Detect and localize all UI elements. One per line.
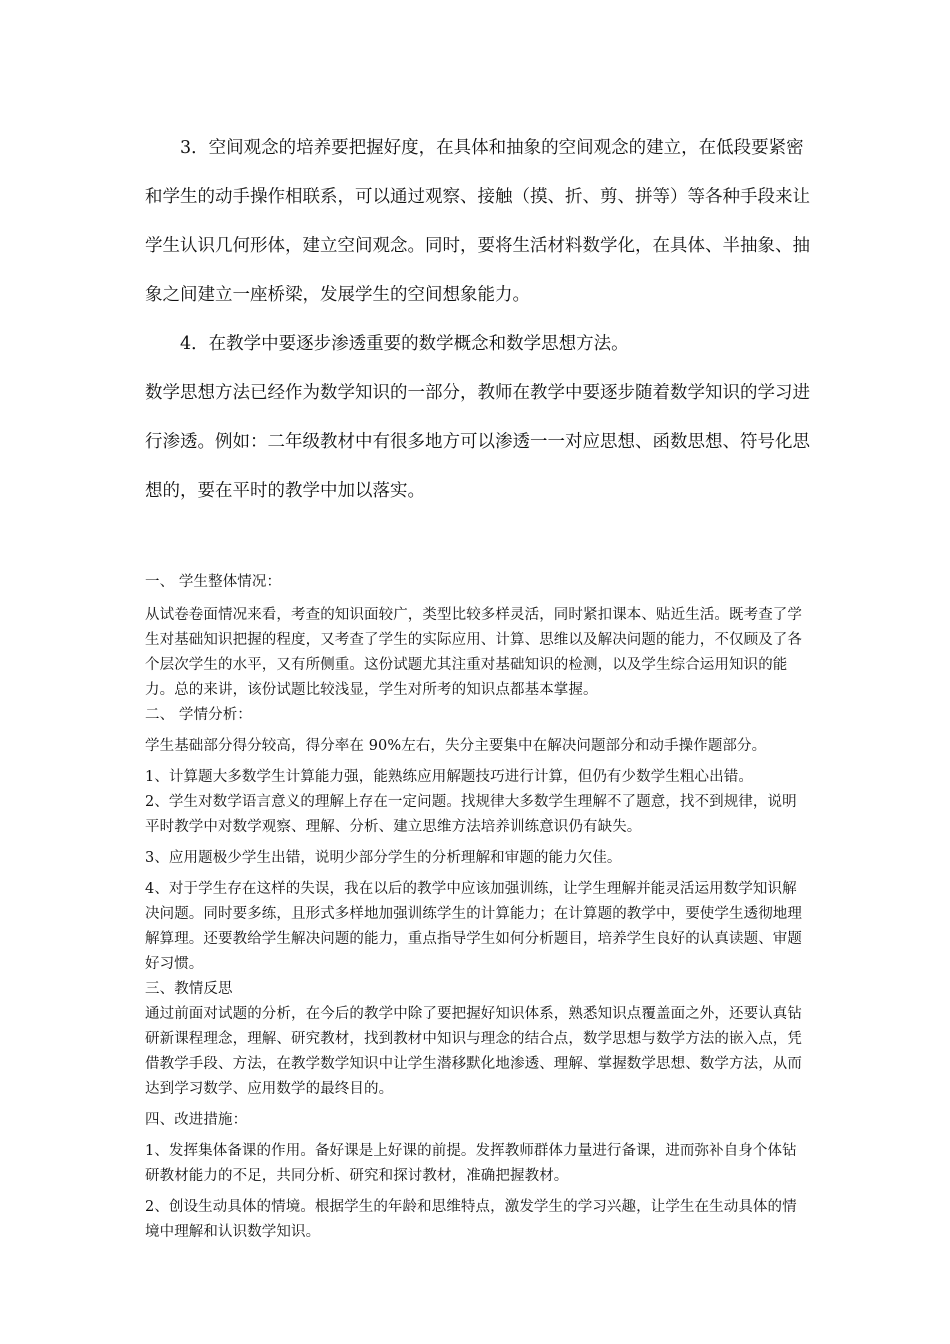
paragraph-teaching-reflection: 通过前面对试题的分析，在今后的教学中除了要把握好知识体系，熟悉知识点覆盖面之外，还要认真钻研新课程理念，理解、研究教材，找到教材中知识与理念的结合点，数学思想与数学方法的嵌入点，凭借教学手段、方法，在教学数学知识中让学生潜移默化地渗透、理解、掌握数学思想、数学方法，从而达到学习数学、应用数学的最终目的。: [145, 1006, 802, 1097]
bottom-section: [145, 570, 810, 1245]
heading-overall-situation: 一、 学生整体情况：: [145, 574, 282, 590]
heading-teaching-reflection: 三、教情反思: [145, 981, 233, 997]
paragraph-measure-2: 2、创设生动具体的情境。根据学生的年龄和思维特点，激发学生的学习兴趣，让学生在生动具体的情境中理解和认识数学知识。: [145, 1199, 797, 1240]
paragraph-math-thinking-body: 数学思想方法已经作为数学知识的一部分，教师在教学中要逐步随着数学知识的学习进行渗透。例如：二年级教材中有很多地方可以渗透一一对应思想、函数思想、符号化思想的，要在平时的教学中加以落实。: [145, 383, 810, 501]
paragraph-score-summary: 学生基础部分得分较高，得分率在 90%左右，失分主要集中在解决问题部分和动手操作题部分。: [145, 738, 767, 754]
paragraph-point-1: 1、计算题大多数学生计算能力强，能熟练应用解题技巧进行计算，但仍有少数学生粗心出错。: [145, 769, 753, 785]
paragraph-overall-situation: 从试卷卷面情况来看，考查的知识面较广，类型比较多样灵活，同时紧扣课本、贴近生活。既考查了学生对基础知识把握的程度，又考查了学生的实际应用、计算、思维以及解决问题的能力，不仅顾及了各个层次学生的水平，又有所侧重。这份试题尤其注重对基础知识的检测，以及学生综合运用知识的能力。总的来讲，该份试题比较浅显，学生对所考的知识点都基本掌握。: [145, 607, 802, 698]
paragraph-spatial-concept: 3．空间观念的培养要把握好度，在具体和抽象的空间观念的建立，在低段要紧密和学生的动手操作相联系，可以通过观察、接触（摸、折、剪、拼等）等各种手段来让学生认识几何形体，建立空间观念。同时，要将生活材料数学化，在具体、半抽象、抽象之间建立一座桥梁，发展学生的空间想象能力。: [145, 138, 810, 305]
paragraph-measure-1: 1、发挥集体备课的作用。备好课是上好课的前提。发挥教师群体力量进行备课，进而弥补自身个体钻研教材能力的不足，共同分析、研究和探讨教材，准确把握教材。: [145, 1143, 797, 1184]
paragraph-point-3: 3、应用题极少学生出错，说明少部分学生的分析理解和审题的能力欠佳。: [145, 850, 622, 866]
paragraph-math-thinking-heading: 4．在教学中要逐步渗透重要的数学概念和数学思想方法。: [180, 334, 629, 354]
paragraph-point-2: 2、学生对数学语言意义的理解上存在一定问题。找规律大多数学生理解不了题意，找不到规律，说明平时教学中对数学观察、理解、分析、建立思维方法培养训练意识仍有缺失。: [145, 794, 797, 835]
top-section: [145, 124, 810, 516]
heading-improvement-measures: 四、改进措施：: [145, 1112, 248, 1128]
heading-learning-analysis: 二、 学情分析：: [145, 707, 252, 723]
paragraph-point-4: 4、对于学生存在这样的失误，我在以后的教学中应该加强训练，让学生理解并能灵活运用数学知识解决问题。同时要多练，且形式多样地加强训练学生的计算能力；在计算题的教学中，要使学生透彻地理解算理。还要教给学生解决问题的能力，重点指导学生如何分析题目，培养学生良好的认真读题、审题好习惯。: [145, 881, 802, 972]
